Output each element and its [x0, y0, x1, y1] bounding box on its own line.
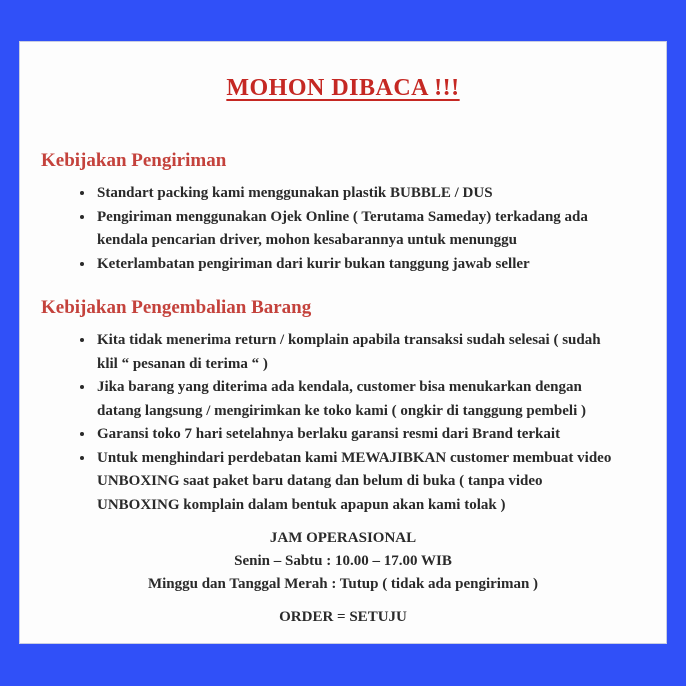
operational-hours: Senin – Sabtu : 10.00 – 17.00 WIB — [234, 553, 452, 569]
shipping-policy-list — [20, 182, 666, 276]
return-policy-heading: Kebijakan Pengembalian Barang — [41, 297, 312, 318]
list-item: • Jika barang yang diterima ada kendala, customer bisa menukarkan dengan datang langsung / mengirimkan ke toko kami ( ongkir di tanggung pembeli ) — [95, 376, 622, 423]
notice-title: MOHON DIBACA !!! — [226, 75, 460, 101]
list-item: • Standart packing kami menggunakan plastik BUBBLE / DUS — [95, 182, 622, 206]
shipping-policy-heading: Kebijakan Pengiriman — [41, 150, 227, 171]
order-agreement: ORDER = SETUJU — [279, 609, 407, 625]
list-item: • Kita tidak menerima return / komplain apabila transaksi sudah selesai ( sudah klil “ pesanan di terima “ ) — [95, 329, 622, 376]
list-item: • Untuk menghindari perdebatan kami MEWAJIBKAN customer membuat video UNBOXING saat paket baru datang dan belum di buka ( tanpa video UNBOXING komplain dalam bentuk apapun akan kami tolak ) — [95, 447, 622, 518]
operational-heading: JAM OPERASIONAL — [269, 530, 417, 546]
notice-page — [19, 41, 667, 644]
list-item: • Pengiriman menggunakan Ojek Online ( Terutama Sameday) terkadang ada kendala pencarian driver, mohon kesabarannya untuk menunggu — [95, 206, 622, 253]
operational-info — [20, 527, 666, 629]
list-item: • Garansi toko 7 hari setelahnya berlaku garansi resmi dari Brand terkait — [95, 423, 622, 447]
section-return-policy — [20, 296, 666, 517]
section-shipping-policy — [20, 149, 666, 276]
operational-closed-note: Minggu dan Tanggal Merah : Tutup ( tidak ada pengiriman ) — [147, 576, 539, 592]
return-policy-list — [20, 329, 666, 517]
list-item: • Keterlambatan pengiriman dari kurir bukan tanggung jawab seller — [95, 253, 622, 277]
